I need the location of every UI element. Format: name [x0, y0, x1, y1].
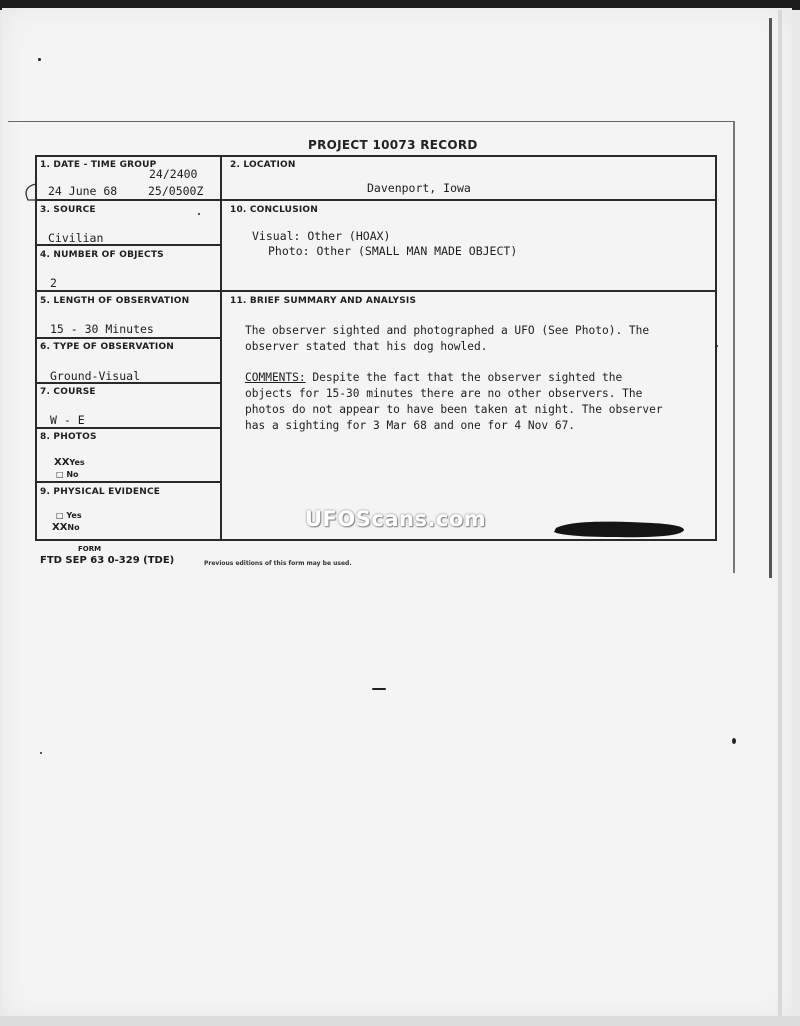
photos-no-checkbox	[56, 470, 79, 479]
type-of-observation-value: Ground-Visual	[50, 369, 141, 383]
number-of-objects-value: 2	[50, 276, 57, 290]
photos-yes-mark: XX	[54, 457, 70, 468]
summary-label: 11. BRIEF SUMMARY AND ANALYSIS	[230, 296, 417, 306]
comments-first-text: Despite the fact that the observer sighted the	[305, 371, 623, 384]
time-lower-value: 25/0500Z	[148, 184, 204, 198]
card-top-edge	[8, 121, 734, 122]
comments-line-2: objects for 15-30 minutes there are no other observers. The	[245, 387, 643, 400]
comments-line-1	[245, 370, 622, 386]
course-label: 7. COURSE	[40, 387, 96, 397]
comments-line-3: photos do not appear to have been taken at night. The observer	[245, 403, 663, 416]
row-divider-4	[35, 290, 717, 292]
course-value: W - E	[50, 413, 85, 427]
scan-speck	[198, 213, 200, 215]
physical-evidence-label: 9. PHYSICAL EVIDENCE	[40, 487, 161, 497]
scan-bottom-edge	[0, 1016, 800, 1026]
comments-line-4: has a sighting for 3 Mar 68 and one for 4 Nov 67.	[245, 419, 576, 432]
location-value: Davenport, Iowa	[367, 181, 471, 195]
footer-form-word: FORM	[78, 545, 102, 553]
physical-evidence-no-text: No	[67, 523, 80, 532]
physical-evidence-yes-checkbox	[56, 511, 82, 520]
row-divider-7	[35, 427, 221, 429]
handwritten-bracket-mark	[22, 182, 38, 204]
scan-right-margin	[778, 10, 782, 1020]
card-right-edge	[733, 121, 735, 573]
date-value: 24 June 68	[48, 184, 118, 198]
scan-speck	[716, 345, 718, 347]
physical-evidence-no-mark: XX	[52, 522, 68, 533]
scan-card-edge	[769, 18, 772, 578]
length-of-observation-label: 5. LENGTH OF OBSERVATION	[40, 296, 190, 306]
summary-line-2: observer stated that his dog howled.	[245, 340, 488, 353]
number-of-objects-label: 4. NUMBER OF OBJECTS	[40, 250, 164, 260]
scan-speck	[38, 58, 41, 61]
row-divider-8	[35, 481, 221, 483]
location-label: 2. LOCATION	[230, 160, 296, 170]
redaction-mark	[552, 518, 686, 540]
photos-yes-checkbox	[54, 457, 85, 468]
comments-label: COMMENTS:	[245, 371, 306, 384]
footer-form-id: FTD SEP 63 0-329 (TDE)	[40, 555, 175, 566]
conclusion-photo: Photo: Other (SMALL MAN MADE OBJECT)	[268, 244, 518, 258]
physical-evidence-yes-mark: □	[56, 511, 64, 520]
source-label: 3. SOURCE	[40, 205, 96, 215]
length-of-observation-value: 15 - 30 Minutes	[50, 322, 154, 336]
photos-no-mark: □	[56, 470, 64, 479]
scan-speck	[372, 688, 386, 690]
row-divider-1	[35, 199, 717, 201]
form-title: PROJECT 10073 RECORD	[308, 138, 478, 152]
photos-yes-text: Yes	[69, 458, 85, 467]
column-divider	[220, 155, 222, 541]
source-value: Civilian	[48, 231, 104, 245]
physical-evidence-yes-text: Yes	[66, 511, 82, 520]
scan-speck	[40, 752, 42, 754]
row-divider-5	[35, 337, 221, 339]
summary-line-1: The observer sighted and photographed a UFO (See Photo). The	[245, 324, 650, 337]
scan-speck	[732, 738, 736, 744]
time-upper-value: 24/2400	[149, 167, 198, 181]
physical-evidence-no-checkbox	[52, 522, 80, 533]
photos-label: 8. PHOTOS	[40, 432, 97, 442]
watermark: UFOScans.com	[305, 507, 487, 531]
conclusion-label: 10. CONCLUSION	[230, 205, 319, 215]
conclusion-visual: Visual: Other (HOAX)	[252, 229, 391, 243]
type-of-observation-label: 6. TYPE OF OBSERVATION	[40, 342, 175, 352]
footer-note: Previous editions of this form may be used.	[204, 560, 352, 567]
date-time-group-label: 1. DATE - TIME GROUP	[40, 160, 157, 170]
photos-no-text: No	[66, 470, 79, 479]
